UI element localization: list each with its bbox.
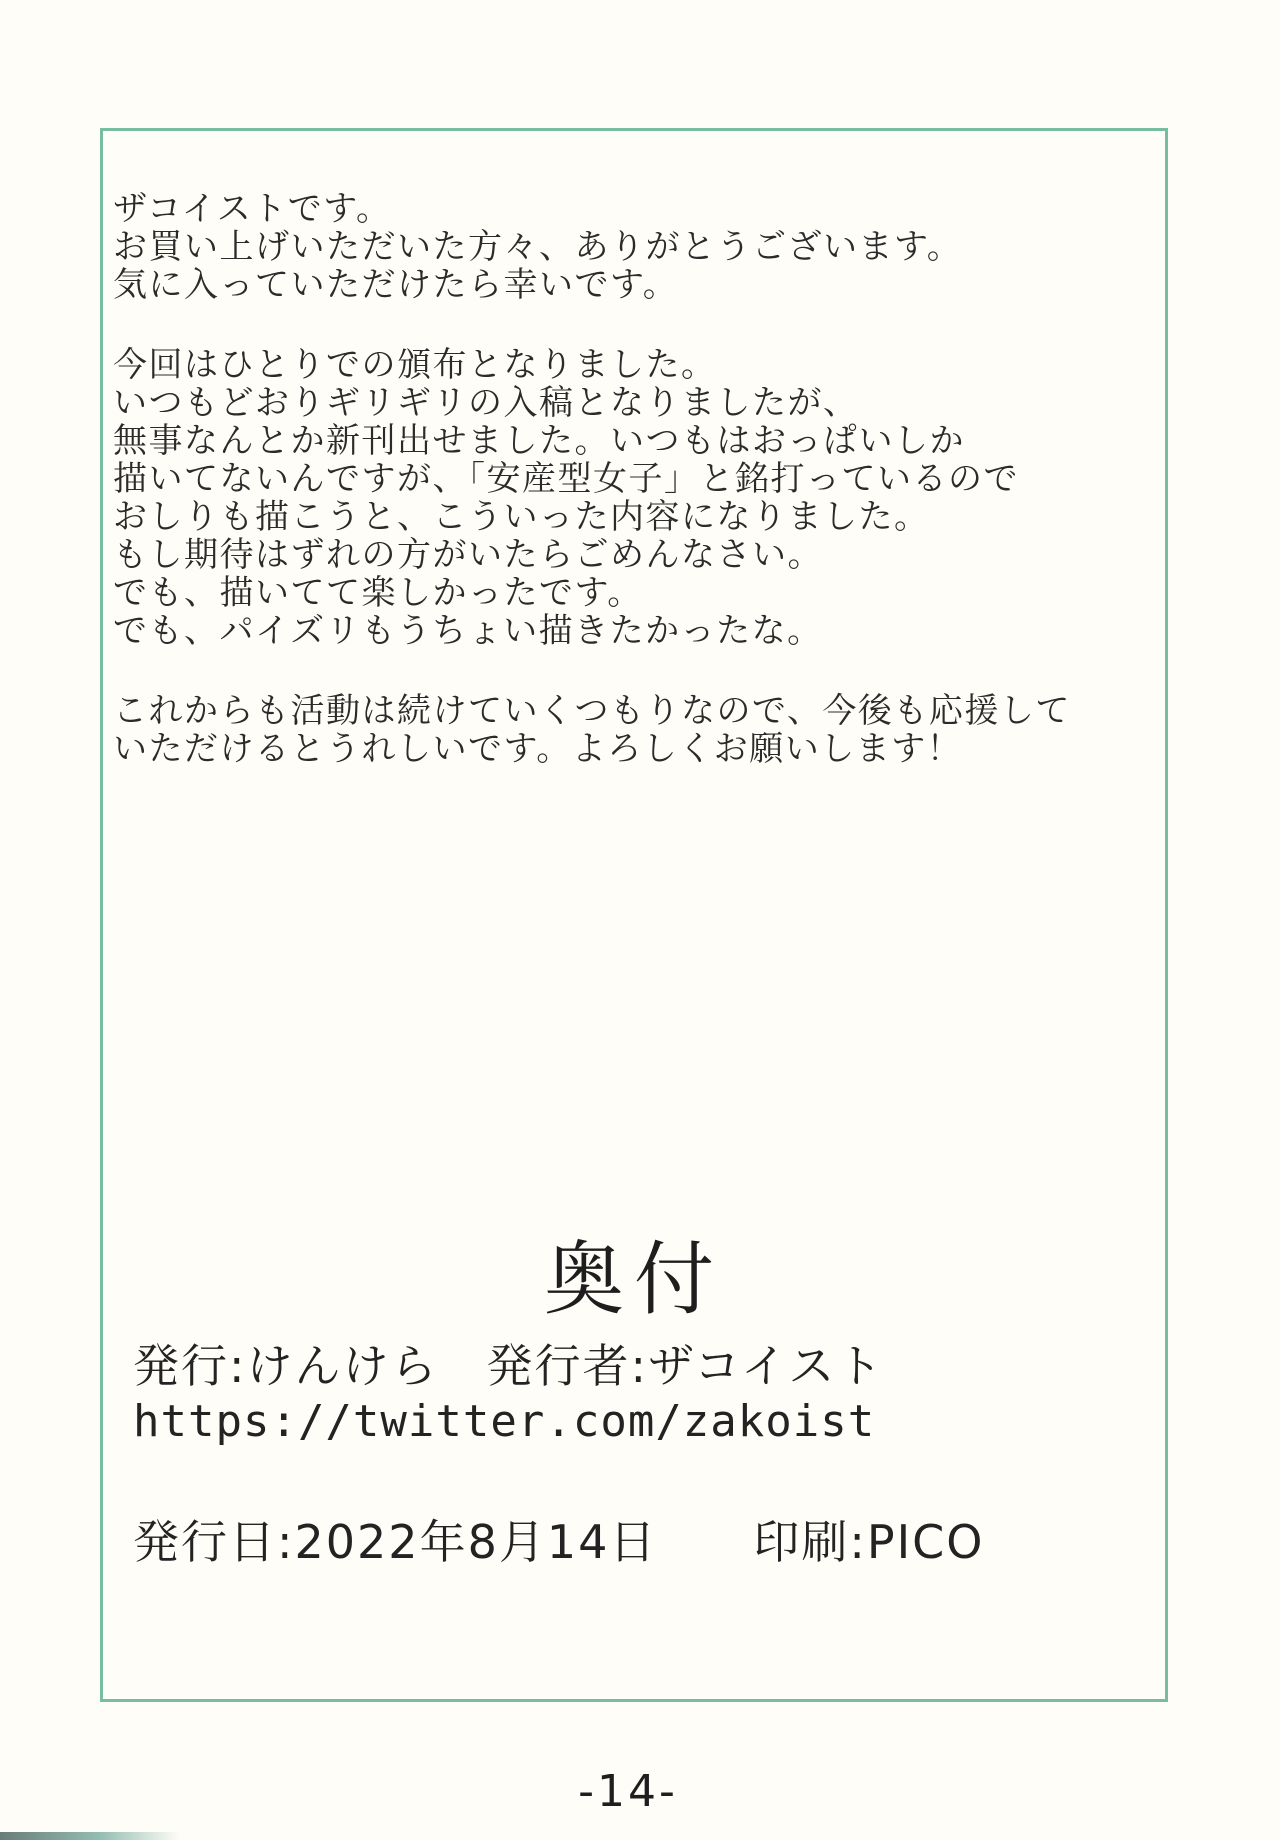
colophon-publisher-line: 発行:けんけら 発行者:ザコイスト (133, 1339, 885, 1393)
text-line: もし期待はずれの方がいたらごめんなさい。 (113, 535, 823, 575)
text-line: 描いてないんですが、「安産型女子」と銘打っているので (113, 459, 1019, 499)
text-line: ザコイストです。 (113, 189, 392, 229)
text-line: お買い上げいただいた方々、ありがとうございます。 (113, 227, 963, 267)
afterword-paragraph-1 (113, 190, 1173, 304)
twitter-url: https://twitter.com/zakoist (133, 1396, 876, 1447)
colophon-title: 奥付 (544, 1233, 724, 1326)
page-number: -14- (578, 1766, 678, 1817)
text-line: でも、描いてて楽しかったです。 (113, 573, 643, 613)
colophon-date-line: 発行日:2022年8月14日 印刷:PICO (133, 1515, 985, 1569)
text-line: おしりも描こうと、こういった内容になりました。 (113, 497, 930, 537)
scan-artifact (0, 1832, 180, 1840)
text-line: 気に入っていただけたら幸いです。 (113, 265, 679, 305)
text-line: いつもどおりギリギリの入稿となりましたが、 (113, 383, 859, 423)
afterword-paragraph-2 (113, 346, 1173, 650)
afterword-text (113, 190, 1173, 768)
text-line: でも、パイズリもうちょい描きたかったな。 (113, 611, 823, 651)
afterword-paragraph-3 (113, 692, 1173, 768)
text-line: いただけるとうれしいです。よろしくお願いします！ (113, 729, 963, 769)
text-line: これからも活動は続けていくつもりなので、今後も応援して (113, 691, 1071, 731)
text-line: 今回はひとりでの頒布となりました。 (113, 345, 717, 385)
text-line: 無事なんとか新刊出せました。いつもはおっぱいしか (113, 421, 965, 461)
